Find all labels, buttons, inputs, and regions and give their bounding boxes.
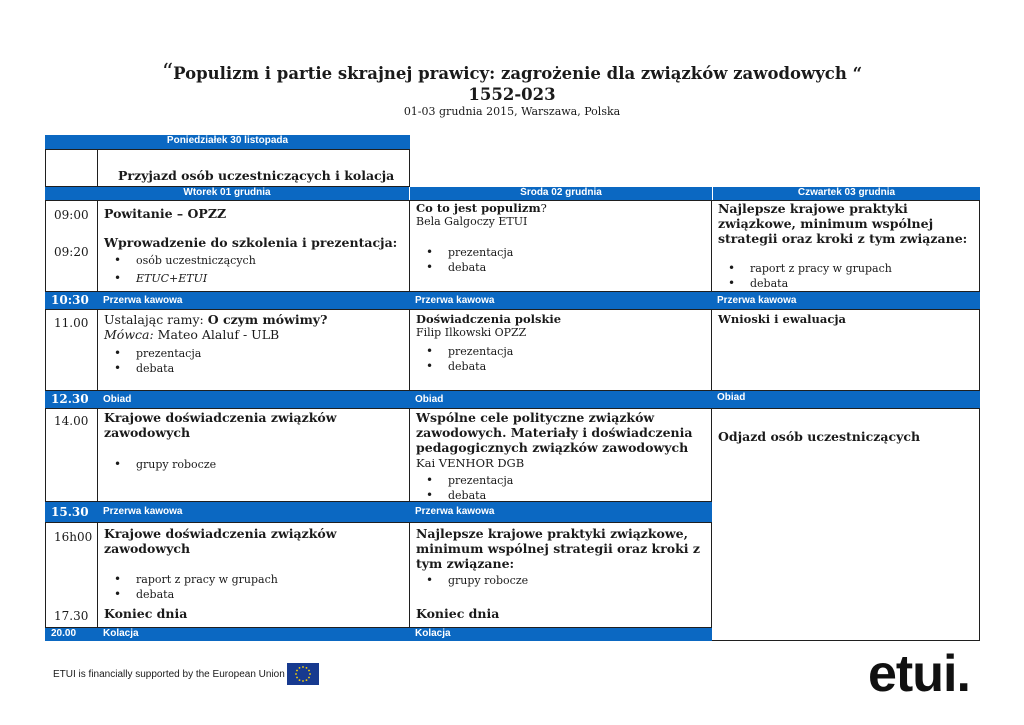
- tue-framing-list: [114, 346, 201, 376]
- time-1100: 11.00: [54, 316, 89, 330]
- list-item: • debata: [114, 587, 278, 602]
- thu-morning-cell: [711, 200, 980, 292]
- monday-header: Poniedziałek 30 listopada: [45, 135, 410, 149]
- thu-departure: Odjazd osób uczestniczących: [718, 429, 921, 444]
- tue-national-experiences-2: Krajowe doświadczenia związków zawodowych: [104, 526, 337, 556]
- tue-late-morning-cell: [97, 309, 410, 391]
- list-item: • osób uczestniczących: [114, 253, 256, 268]
- time-1400: 14.00: [54, 414, 89, 428]
- time-cell-afternoon: [45, 408, 98, 502]
- eu-flag-icon: [287, 663, 319, 685]
- tue-national-experiences: Krajowe doświadczenia związków zawodowych: [104, 410, 337, 440]
- list-item: • raport z pracy w grupach: [728, 261, 892, 276]
- day-header-wednesday: Środa 02 grudnia: [409, 187, 712, 200]
- list-item: • ETUC+ETUI: [114, 271, 256, 286]
- coffee-break-1030: [45, 292, 980, 309]
- monday-arrival: Przyjazd osób uczestniczących i kolacja: [118, 168, 395, 183]
- list-item: • debata: [426, 260, 513, 275]
- document-title: [0, 62, 1024, 85]
- time-cell-late-morning: [45, 309, 98, 391]
- wed-morning-cell: [409, 200, 712, 292]
- coffee-label-wed: Przerwa kawowa: [415, 295, 495, 306]
- tue-framing-title: Ustalając ramy: O czym mówimy?: [104, 312, 328, 327]
- thu-afternoon-cell: [711, 408, 980, 641]
- dinner-2000: [45, 628, 712, 641]
- list-item: • grupy robocze: [114, 457, 216, 472]
- tue-end-of-day: Koniec dnia: [104, 606, 188, 621]
- list-item: • debata: [426, 488, 513, 502]
- list-item: • grupy robocze: [426, 573, 528, 588]
- lunch-label-wed: Obiad: [415, 394, 444, 405]
- day-header-tuesday: Wtorek 01 grudnia: [45, 187, 409, 200]
- list-item: • prezentacja: [426, 473, 513, 488]
- title-text: Populizm i partie skrajnej prawicy: zagrożenie dla związków zawodowych: [173, 64, 847, 83]
- wed-polish-list: [426, 344, 513, 374]
- wed-speaker-1: Bela Galgoczy ETUI: [416, 215, 528, 228]
- time-0900: 09:00: [54, 208, 89, 222]
- document-header: [0, 62, 1024, 119]
- wed-best-practices: Najlepsze krajowe praktyki związkowe, minimum wspólnej strategii oraz kroki z tym związane:: [416, 526, 700, 571]
- coffee-label-wed-2: Przerwa kawowa: [415, 506, 495, 517]
- list-item: • debata: [728, 276, 892, 291]
- thu-best-practices: Najlepsze krajowe praktyki związkowe, minimum wspólnej strategii oraz kroki z tym związane:: [718, 201, 968, 246]
- list-item: • debata: [426, 359, 513, 374]
- wed-workgroups-list: [426, 573, 528, 588]
- wed-end-of-day: Koniec dnia: [416, 606, 500, 621]
- funding-note: ETUI is financially supported by the European Union: [53, 669, 285, 680]
- coffee-label-tue: Przerwa kawowa: [103, 295, 183, 306]
- tue-introduction: Wprowadzenie do szkolenia i prezentacja:: [104, 235, 398, 250]
- wed-afternoon-cell: [409, 408, 712, 502]
- tue-speaker: Mówca: Mateo Alaluf - ULB: [104, 327, 280, 342]
- wed-common-goals: Wspólne cele polityczne związków zawodowych. Materiały i doświadczenia pedagogicznych związków zawodowych: [416, 410, 693, 455]
- tue-afternoon-cell: [97, 408, 410, 502]
- lunch-label-thu: Obiad: [717, 392, 746, 403]
- list-item: • prezentacja: [426, 245, 513, 260]
- dinner-label-wed: Kolacja: [415, 628, 451, 639]
- wed-goals-list: [426, 473, 513, 502]
- time-1730: 17.30: [54, 609, 89, 623]
- course-code: 1552-023: [468, 85, 556, 104]
- lunch-label-tue: Obiad: [103, 394, 132, 405]
- tue-welcome: Powitanie – OPZZ: [104, 206, 227, 221]
- time-0920: 09:20: [54, 245, 89, 259]
- tue-late-afternoon-cell: [97, 522, 410, 628]
- time-cell-late-afternoon: [45, 522, 98, 628]
- dinner-label-tue: Kolacja: [103, 628, 139, 639]
- coffee-label-thu: Przerwa kawowa: [717, 295, 797, 306]
- list-item: • debata: [114, 361, 201, 376]
- title-quote-open: “: [161, 60, 174, 85]
- time-1530: 15.30: [51, 505, 89, 519]
- monday-cell: [97, 149, 410, 187]
- tue-report-list: [114, 572, 278, 602]
- course-dates: 01-03 grudnia 2015, Warszawa, Polska: [403, 105, 621, 118]
- title-quote-close: “: [852, 64, 863, 83]
- tue-intro-list: [114, 253, 256, 286]
- list-item: • raport z pracy w grupach: [114, 572, 278, 587]
- thu-report-list: [728, 261, 892, 291]
- time-1600: 16h00: [54, 530, 93, 544]
- time-cell-morning: [45, 200, 98, 292]
- lunch-1230: [45, 391, 980, 408]
- coffee-label-tue-2: Przerwa kawowa: [103, 506, 183, 517]
- day-header-thursday: Czwartek 03 grudnia: [712, 187, 980, 200]
- wed-late-afternoon-cell: [409, 522, 712, 628]
- tue-morning-cell: [97, 200, 410, 292]
- wed-populism-title: Co to jest populizm?: [416, 201, 547, 215]
- tue-workgroups-list: [114, 457, 216, 472]
- coffee-break-1530: [45, 502, 712, 522]
- list-item: • prezentacja: [426, 344, 513, 359]
- schedule-table: [45, 135, 980, 640]
- time-1230: 12.30: [51, 392, 89, 406]
- monday-time-cell: [45, 149, 98, 187]
- wed-polish-experience: Doświadczenia polskie: [416, 312, 562, 326]
- etui-logo: etui.: [868, 645, 970, 703]
- thu-late-morning-cell: [711, 309, 980, 391]
- thu-conclusions: Wnioski i ewaluacja: [718, 312, 846, 326]
- wed-speaker-2: Filip Ilkowski OPZZ: [416, 326, 527, 339]
- wed-speaker-3: Kai VENHOR DGB: [416, 456, 525, 470]
- time-1030: 10:30: [51, 293, 89, 307]
- wed-late-morning-cell: [409, 309, 712, 391]
- time-2000: 20.00: [51, 628, 77, 639]
- list-item: • prezentacja: [114, 346, 201, 361]
- wed-populism-list: [426, 245, 513, 275]
